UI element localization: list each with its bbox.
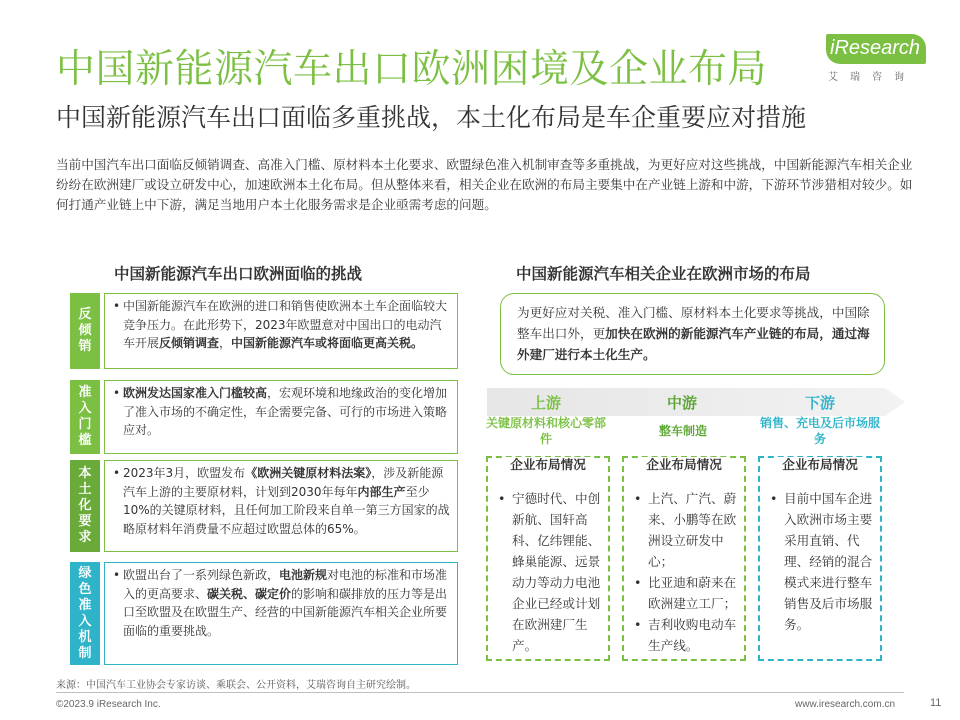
- upstream-layout-column: [486, 456, 610, 661]
- stage-midstream-desc: 整车制造: [658, 424, 707, 438]
- stage-midstream: 中游: [666, 394, 697, 412]
- list-item: • 上汽、广汽、蔚来、小鹏等在欧洲设立研发中心；: [632, 488, 738, 572]
- column-heading: 企业布局情况: [624, 454, 744, 473]
- challenge-box: • 欧洲发达国家准入门槛较高，宏观环境和地缘政治的变化增加了准入市场的不确定性，车企需要完备、可行的市场进入策略应对。: [104, 380, 458, 454]
- midstream-layout-column: [622, 456, 746, 661]
- challenge-box: • 中国新能源汽车在欧洲的进口和销售使欧洲本土车企面临较大竞争压力。在此形势下，2023年欧盟意对中国出口的电动汽车开展反倾销调查，中国新能源汽车或将面临更高关税。: [104, 293, 458, 369]
- stage-upstream-desc: 关键原材料和核心零部件: [485, 416, 606, 446]
- list-item: • 吉利收购电动车生产线。: [632, 614, 738, 656]
- challenges-heading: 中国新能源汽车出口欧洲面临的挑战: [114, 265, 363, 283]
- list-item: • 宁德时代、中创新航、国轩高科、亿纬锂能、蜂巢能源、远景动力等动力电池企业已经或计划在欧洲建厂生产。: [496, 488, 602, 656]
- upstream-list: [496, 488, 602, 656]
- downstream-layout-column: [758, 456, 882, 661]
- strategy-note: 为更好应对关税、准入门槛、原材料本土化要求等挑战，中国除整车出口外，更加快在欧洲的新能源汽车产业链的布局，通过海外建厂进行本土化生产。: [500, 293, 885, 375]
- challenge-box: • 2023年3月，欧盟发布《欧洲关键原材料法案》，涉及新能源汽车上游的主要原材料，计划到2030年每年内部生产至少10%的关键原材料，且任何加工阶段来自单一第三方国家的战略原材料年消费量不应超过欧盟总体的65%。: [104, 460, 458, 552]
- stage-upstream: 上游: [530, 394, 561, 412]
- challenge-text: 2023年3月，欧盟发布《欧洲关键原材料法案》，涉及新能源汽车上游的主要原材料，计划到2030年每年内部生产至少10%的关键原材料，且任何加工阶段来自单一第三方国家的战略原材料年消费量不应超过欧盟总体的65%。: [123, 466, 450, 536]
- website-link[interactable]: www.iresearch.com.cn: [795, 699, 896, 710]
- challenge-tag: 本土化要求: [70, 460, 100, 552]
- midstream-list: [632, 488, 738, 656]
- challenge-text: 欧洲发达国家准入门槛较高，宏观环境和地缘政治的变化增加了准入市场的不确定性，车企需要完备、可行的市场进入策略应对。: [123, 386, 448, 437]
- challenge-row-green-entry: [70, 562, 458, 665]
- challenge-box: • 欧盟出台了一系列绿色新政，电池新规对电池的标准和市场准入的更高要求、碳关税、碳定价的影响和碳排放的压力等是出口至欧盟及在欧盟生产、经营的中国新能源汽车相关企业所要面临的重要挑战。: [104, 562, 458, 665]
- column-heading: 企业布局情况: [488, 454, 608, 473]
- challenge-tag: 反倾销: [70, 293, 100, 369]
- challenge-row-anti-dumping: [70, 293, 458, 369]
- challenge-row-entry-barrier: [70, 380, 458, 454]
- list-item: • 比亚迪和蔚来在欧洲建立工厂；: [632, 572, 738, 614]
- page-subtitle: 中国新能源汽车出口面临多重挑战，本土化布局是车企重要应对措施: [56, 103, 807, 132]
- intro-paragraph: 当前中国汽车出口面临反倾销调查、高准入门槛、原材料本土化要求、欧盟绿色准入机制审查等多重挑战，为更好应对这些挑战，中国新能源汽车相关企业纷纷在欧洲建厂或设立研发中心，加速欧洲本土化布局。但从整体来看，相关企业在欧洲的布局主要集中在产业链上游和中游，下游环节涉猎相对较少。如何打通产业链上中下游，满足当地用户本土化服务需求是企业亟需考虑的问题。: [56, 157, 913, 212]
- column-heading: 企业布局情况: [760, 454, 880, 473]
- logo-subtitle: 艾瑞咨询: [828, 72, 916, 83]
- challenge-tag: 准入门槛: [70, 380, 100, 454]
- footer-divider: [56, 692, 904, 693]
- page-number: 11: [930, 697, 942, 709]
- source-note: 来源：中国汽车工业协会专家访谈、乘联会、公开资料，艾瑞咨询自主研究绘制。: [56, 680, 416, 691]
- logo-brand: iResearch: [830, 37, 921, 59]
- list-item: • 目前中国车企进入欧洲市场主要采用直销、代理、经销的混合模式来进行整车销售及后市场服务。: [768, 488, 874, 635]
- challenge-text: 中国新能源汽车在欧洲的进口和销售使欧洲本土车企面临较大竞争压力。在此形势下，2023年欧盟意对中国出口的电动汽车开展反倾销调查，中国新能源汽车或将面临更高关税。: [123, 299, 448, 350]
- copyright: ©2023.9 iResearch Inc.: [56, 699, 161, 710]
- downstream-list: [768, 488, 874, 635]
- iresearch-logo: [826, 34, 930, 84]
- stage-downstream-desc: 销售、充电及后市场服务: [759, 416, 880, 446]
- stage-downstream: 下游: [804, 394, 835, 412]
- layout-heading: 中国新能源汽车相关企业在欧洲市场的布局: [516, 265, 811, 283]
- challenge-text: 欧盟出台了一系列绿色新政，电池新规对电池的标准和市场准入的更高要求、碳关税、碳定价的影响和碳排放的压力等是出口至欧盟及在欧盟生产、经营的中国新能源汽车相关企业所要面临的重要挑战。: [123, 568, 448, 638]
- challenge-row-localization: [70, 460, 458, 552]
- challenge-tag: 绿色准入机制: [70, 562, 100, 665]
- page-title: 中国新能源汽车出口欧洲困境及企业布局: [56, 47, 768, 92]
